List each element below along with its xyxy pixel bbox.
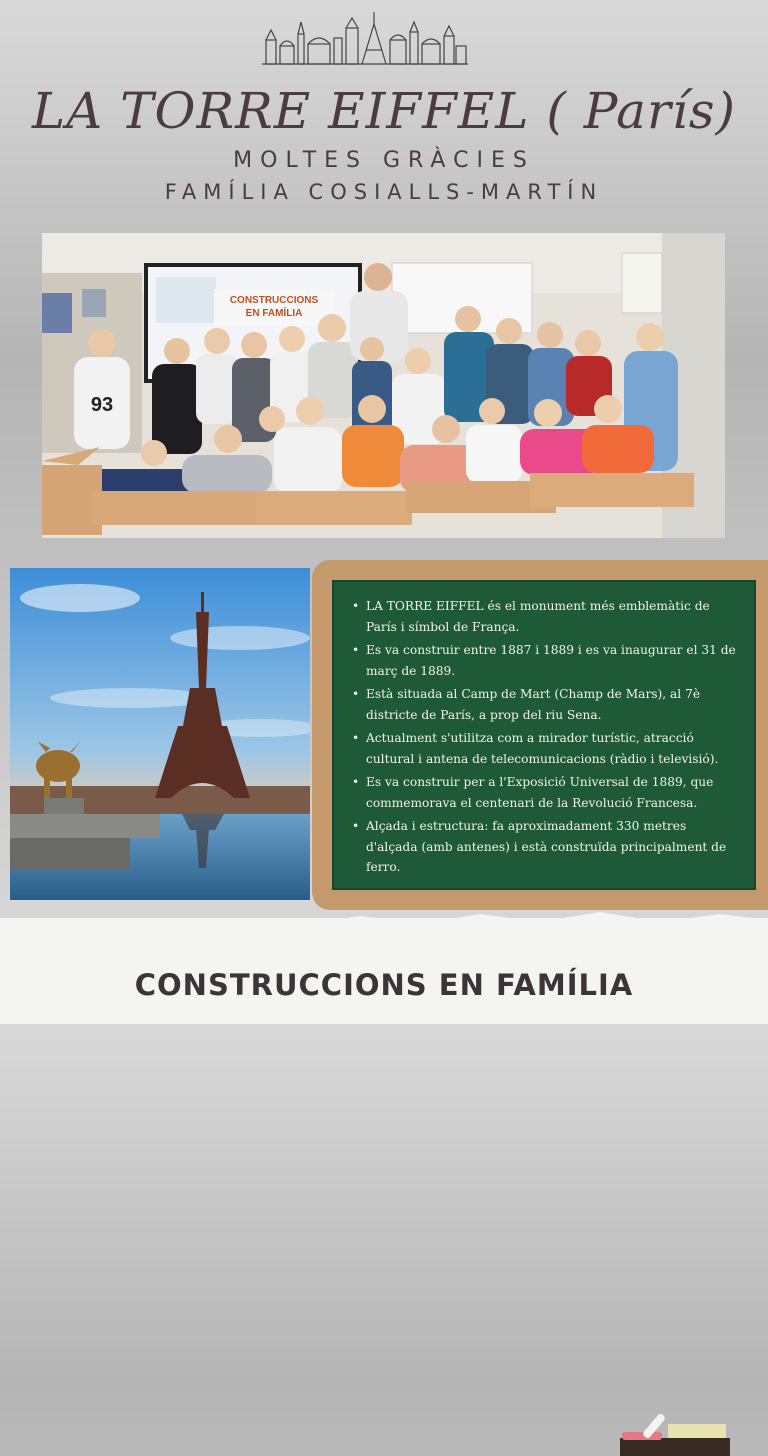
sweater-number: 93 [90, 394, 114, 416]
screen-text-line2: EN FAMÍLIA [245, 308, 303, 319]
thanks-heading: MOLTES GRÀCIES [233, 148, 535, 173]
fact-item: • Es va construir per a l'Exposició Universal de 1889, que commemorava el centenari de la Revolució Francesa. [352, 772, 740, 813]
eiffel-tower-photo [10, 568, 310, 900]
fact-item: • Es va construir entre 1887 i 1889 i es va inaugurar el 31 de març de 1889. [352, 640, 740, 681]
family-heading: FAMÍLIA COSIALLS-MARTÍN [164, 180, 604, 204]
fact-item: • Actualment s'utilitza com a mirador turístic, atracció cultural i antena de telecomunicacions (ràdio i televisió). [352, 728, 740, 769]
fact-item: • Està situada al Camp de Mart (Champ de Mars), al 7è districte de París, a prop del riu Sena. [352, 684, 740, 725]
class-group-photo [42, 233, 725, 538]
chalkboard-frame [312, 560, 768, 910]
fact-item: • LA TORRE EIFFEL és el monument més emblemàtic de París i símbol de França. [352, 596, 740, 637]
page-title: LA TORRE EIFFEL ( París) [31, 82, 737, 140]
city-skyline-illustration [262, 10, 468, 66]
footer-title: CONSTRUCCIONS EN FAMÍLIA [134, 968, 634, 1002]
chalkboard [332, 580, 756, 890]
fact-item: • Alçada i estructura: fa aproximadament 330 metres d'alçada (amb antenes) i està construïda principalment de ferro. [352, 816, 740, 878]
screen-text-line1: CONSTRUCCIONS [229, 295, 319, 306]
facts-list [334, 582, 754, 878]
eraser-and-chalk-icon [620, 1410, 730, 1456]
